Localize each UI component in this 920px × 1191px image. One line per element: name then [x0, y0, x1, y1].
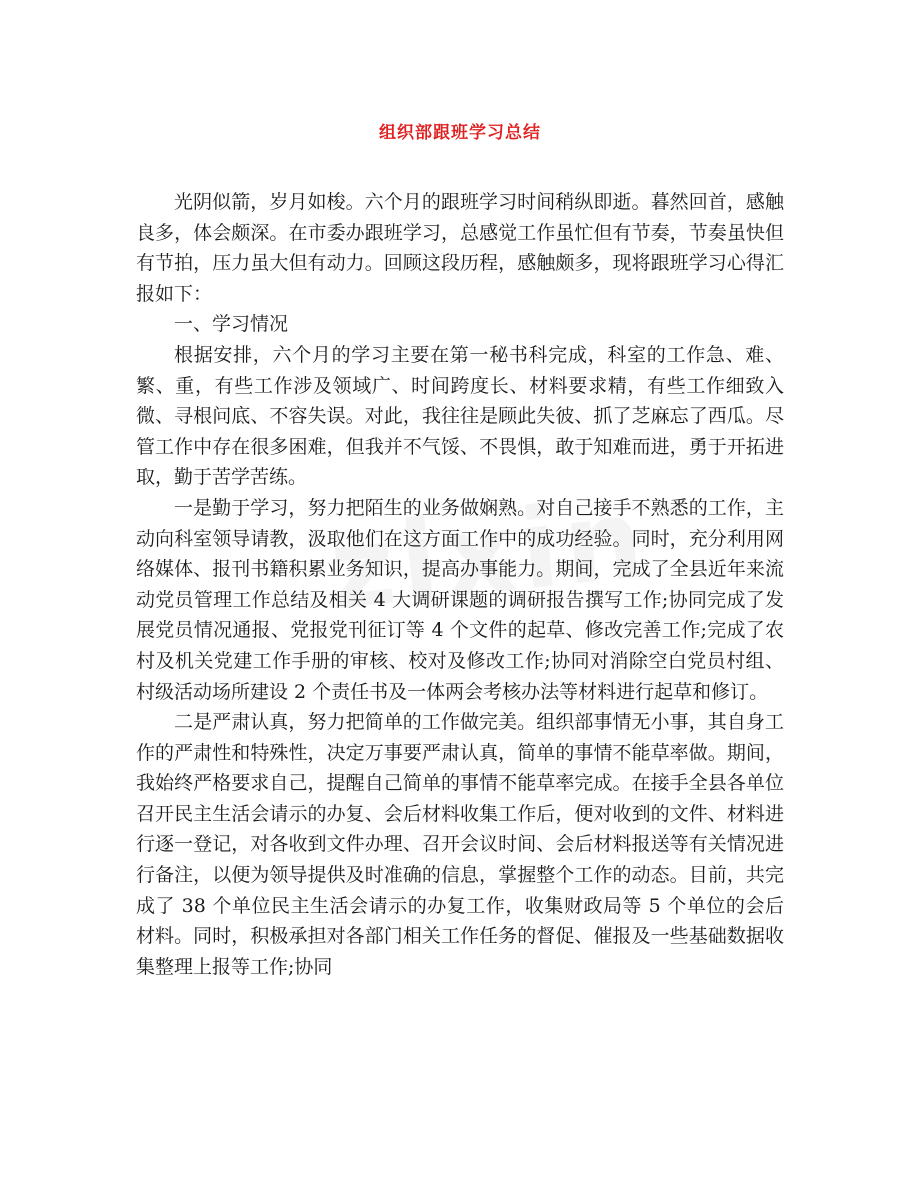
document-title: 组织部跟班学习总结: [379, 123, 541, 143]
paragraph-point-one: 一是勤于学习，努力把陌生的业务做娴熟。对自己接手不熟悉的工作，主动向科室领导请教，汲取他们在这方面工作中的成功经验。同时，充分利用网络媒体、报刊书籍积累业务知识，提高办事能力。期间，完成了全县近年来流动党员管理工作总结及相关 4 大调研课题的调研报告撰写工作;协同完成了发展党员情况通报、党报党刊征订等 4 个文件的起草、修改完善工作;完成了农村及机关党建工作手册的审核、校对及修改工作;协同对消除空白党员村组、村级活动场所建设 2 个责任书及一体两会考核办法等材料进行起草和修订。: [136, 496, 784, 703]
paragraph-point-two: 二是严肃认真，努力把简单的工作做完美。组织部事情无小事，其自身工作的严肃性和特殊性，决定万事要严肃认真，简单的事情不能草率做。期间，我始终严格要求自己，提醒自己简单的事情不能草率完成。在接手全县各单位召开民主生活会请示的办复、会后材料收集工作后，便对收到的文件、材料进行逐一登记，对各收到文件办理、召开会议时间、会后材料报送等有关情况进行备注，以便为领导提供及时准确的信息，掌握整个工作的动态。目前，共完成了 38 个单位民主生活会请示的办复工作，收集财政局等 5 个单位的会后材料。同时，积极承担对各部门相关工作任务的督促、催报及一些基础数据收集整理上报等工作;协同: [136, 711, 784, 978]
paragraph-overview: 根据安排，六个月的学习主要在第一秘书科完成，科室的工作急、难、繁、重，有些工作涉及领域广、时间跨度长、材料要求精，有些工作细致入微、寻根问底、不容失误。对此，我往往是顾此失彼、抓了芝麻忘了西瓜。尽管工作中存在很多困难，但我并不气馁、不畏惧，敢于知难而进，勇于开拓进取，勤于苦学苦练。: [136, 343, 784, 489]
paragraph-intro: 光阴似箭，岁月如梭。六个月的跟班学习时间稍纵即逝。暮然回首，感触良多，体会颇深。在市委办跟班学习，总感觉工作虽忙但有节奏，节奏虽快但有节拍，压力虽大但有动力。回顾这段历程，感触颇多，现将跟班学习心得汇报如下：: [136, 191, 784, 305]
document-body: [136, 187, 784, 982]
section-heading: 一、学习情况: [174, 313, 289, 336]
